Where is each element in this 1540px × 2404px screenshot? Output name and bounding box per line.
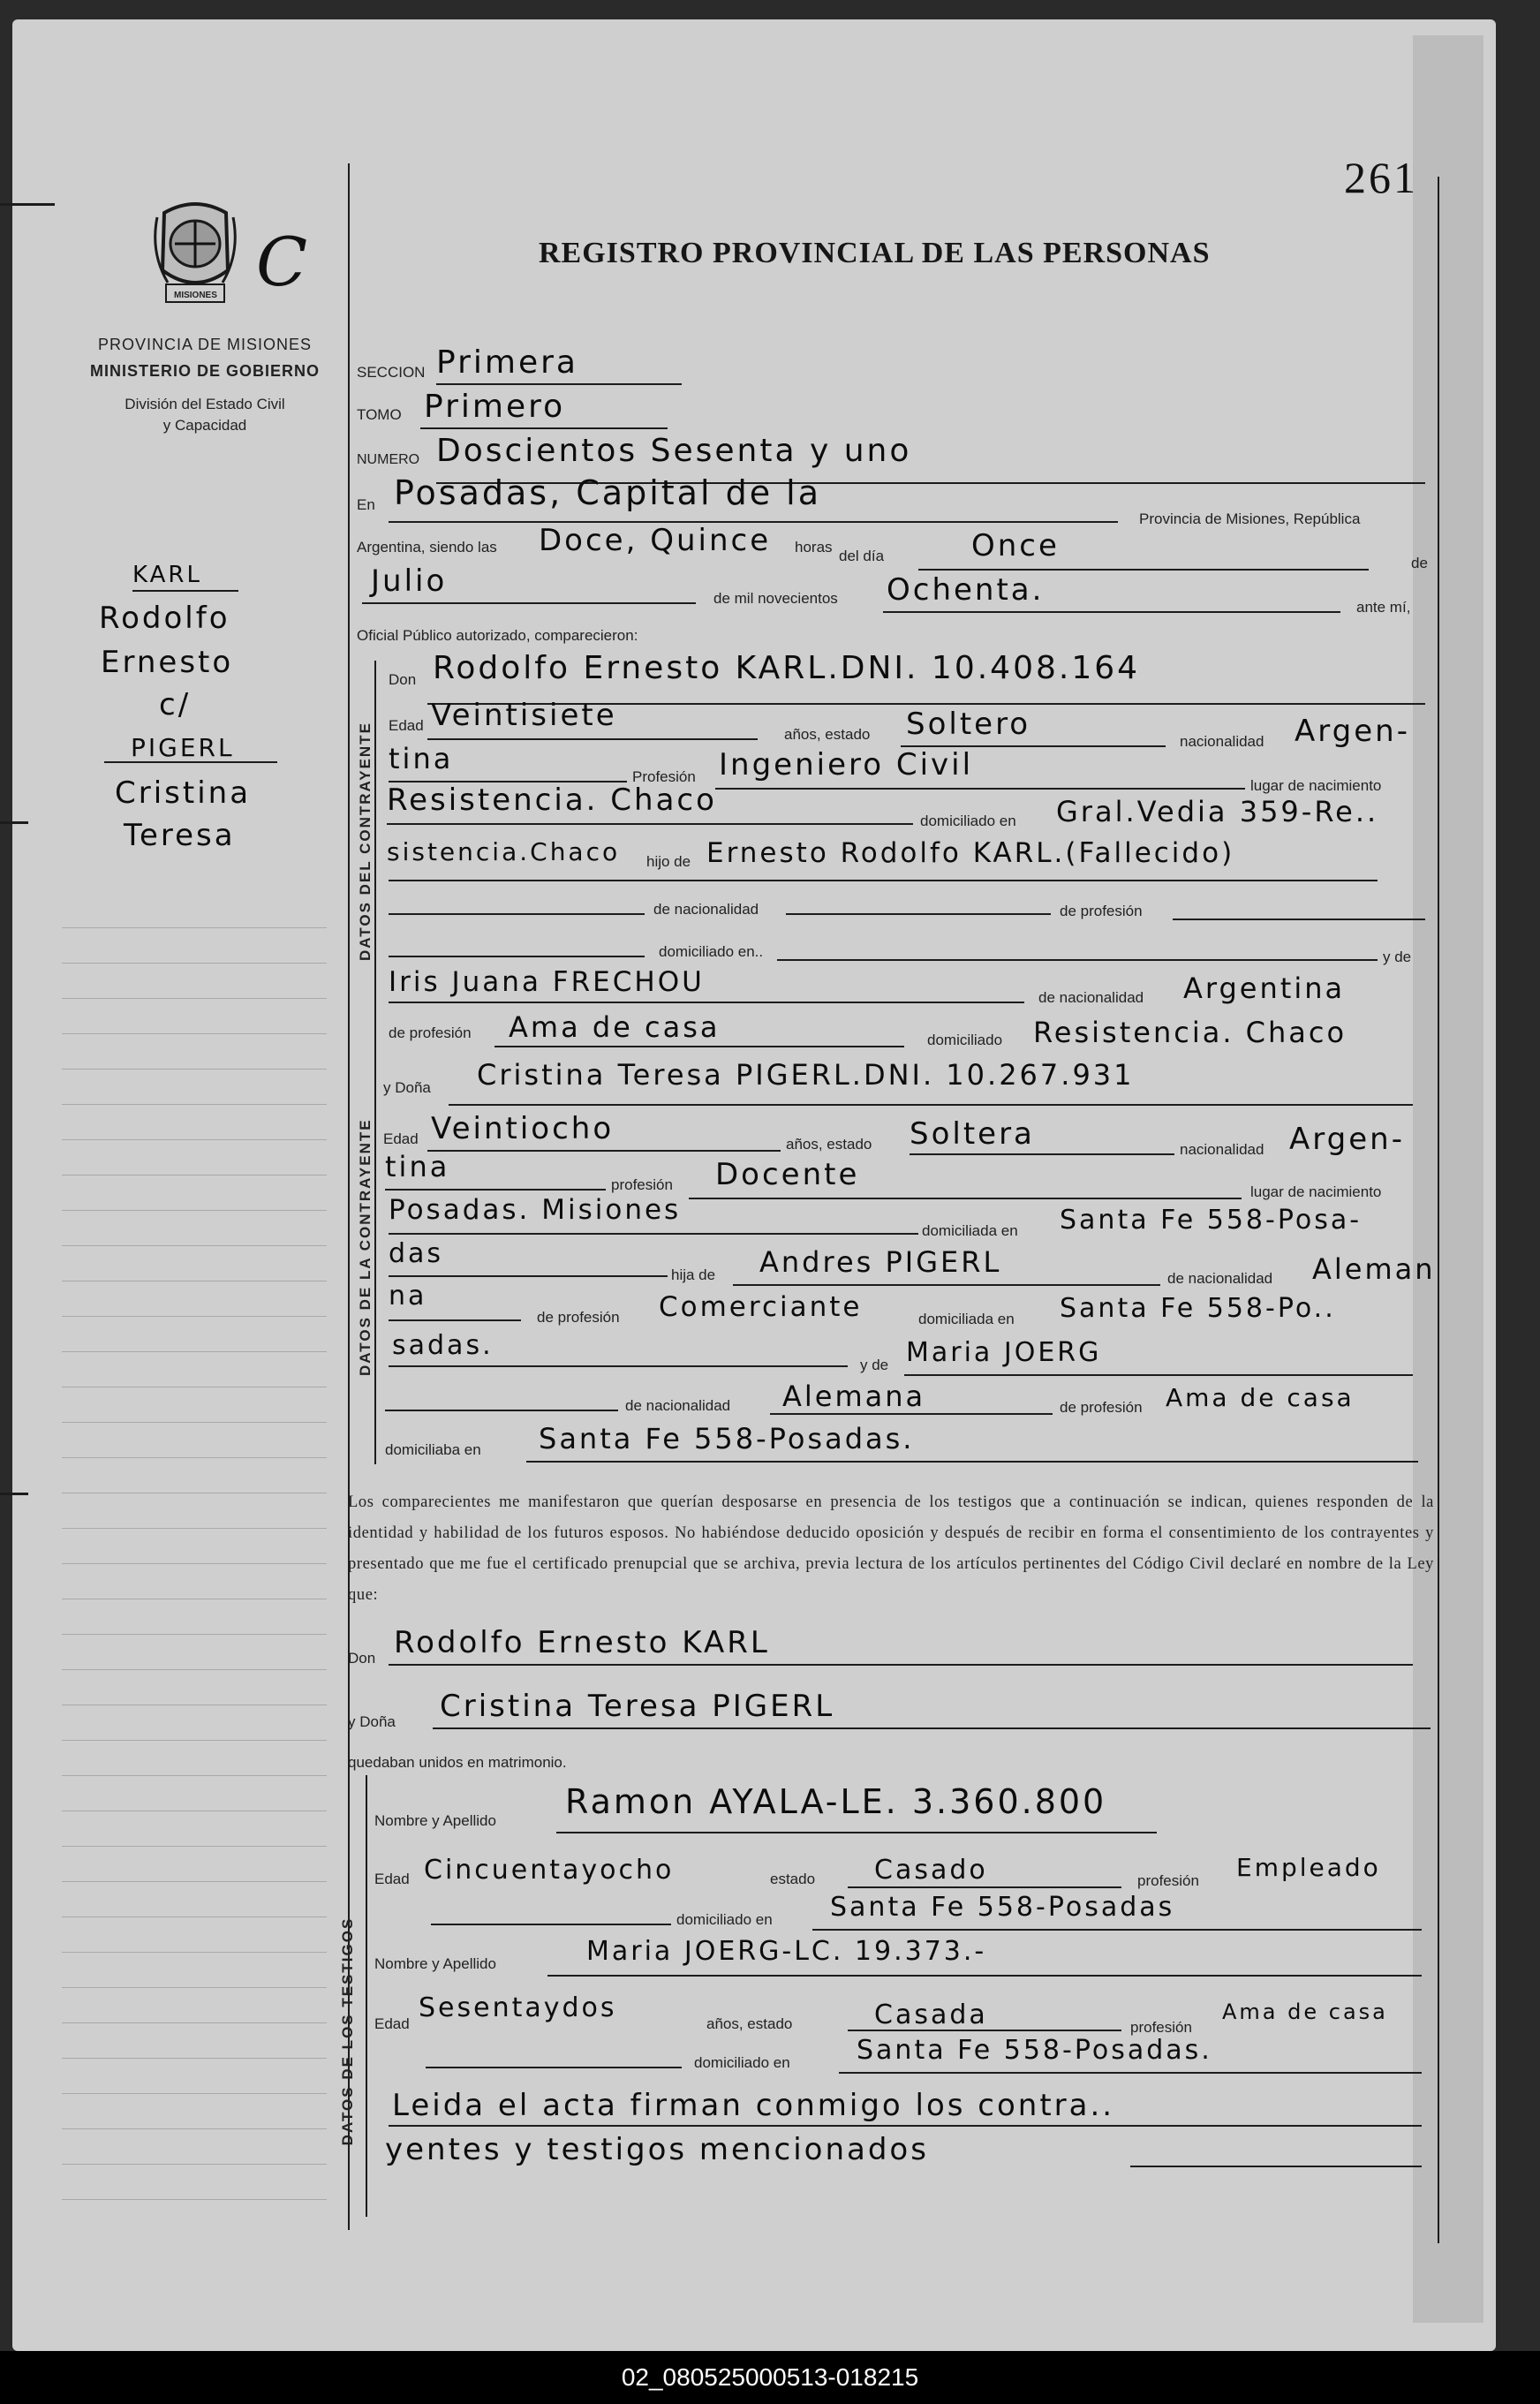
witness-2-dom-label: domiciliado en	[694, 2054, 790, 2071]
rule-line	[62, 1775, 327, 1776]
witness-1-age: Cincuentayocho	[424, 1855, 675, 1886]
del-dia-label: del día	[839, 548, 885, 564]
bride-father-nationality-1: Aleman	[1312, 1252, 1436, 1286]
bride-bracket	[374, 1067, 376, 1464]
rule-line	[62, 1033, 327, 1034]
witness-2-name: Maria JOERG-LC. 19.373.-	[586, 1936, 987, 1967]
closing-rule-2	[1130, 2166, 1422, 2167]
bride-status-rule	[910, 1153, 1174, 1155]
numero-label: NUMERO	[357, 452, 420, 467]
rule-line	[62, 1987, 327, 1988]
groom-address-2: sistencia.Chaco	[387, 837, 621, 866]
bride-y-de-label: y de	[860, 1357, 889, 1373]
page-number: 261	[1344, 153, 1418, 202]
margin-note-surname: PIGERL	[131, 733, 235, 762]
rule-line	[62, 1563, 327, 1564]
dia-rule	[918, 569, 1369, 571]
seccion-label: SECCION	[357, 364, 426, 381]
right-border-line	[1438, 177, 1439, 2243]
rule-line	[62, 1669, 327, 1670]
footer-id-bar: 02_080525000513-018215	[0, 2351, 1540, 2404]
union-bride-rule	[433, 1727, 1431, 1729]
seal-banner-text: MISIONES	[174, 291, 217, 300]
witness-1-civil-status: Casado	[874, 1855, 988, 1886]
bride-lugar-nac-label: lugar de nacimiento	[1250, 1183, 1382, 1200]
witness-1-name: Ramon AYALA-LE. 3.360.800	[565, 1782, 1107, 1821]
bride-mother-nationality: Alemana	[782, 1380, 926, 1413]
tomo-label: TOMO	[357, 406, 402, 423]
witness-2-address-rule	[839, 2072, 1422, 2074]
groom-don-label: Don	[389, 671, 417, 688]
rule-line	[62, 927, 327, 928]
registry-title: REGISTRO PROVINCIAL DE LAS PERSONAS	[539, 237, 1211, 269]
groom-mother: Iris Juana FRECHOU	[389, 966, 705, 998]
provincia-label: Provincia de Misiones, República	[1139, 510, 1361, 527]
groom-de-nacionalidad-label: de nacionalidad	[653, 901, 759, 918]
groom-birthplace: Resistencia. Chaco	[387, 782, 717, 818]
bride-profession: Docente	[715, 1157, 860, 1192]
union-groom-name: Rodolfo Ernesto KARL	[394, 1625, 770, 1660]
rule-line	[62, 1528, 327, 1529]
bride-mother: Maria JOERG	[906, 1337, 1102, 1368]
witness-1-address-rule	[812, 1929, 1422, 1931]
groom-father-rule	[389, 880, 1378, 881]
page-edge	[1413, 35, 1483, 2323]
margin-note-name: Rodolfo	[99, 601, 230, 636]
groom-edad-label: Edad	[389, 717, 424, 734]
rule-line	[62, 1740, 327, 1741]
rule-line	[62, 1210, 327, 1211]
bride-father-address-1: Santa Fe 558-Po..	[1060, 1293, 1336, 1324]
ministry-name: MINISTERIO DE GOBIERNO	[89, 362, 321, 380]
union-bride-name: Cristina Teresa PIGERL	[440, 1689, 835, 1724]
groom-address-1: Gral.Vedia 359-Re..	[1056, 795, 1379, 828]
bride-father-rule	[733, 1284, 1160, 1286]
groom-domicilio-label: domiciliado en	[920, 813, 1016, 829]
groom-lugar-nac-label: lugar de nacimiento	[1250, 777, 1382, 794]
oficial-label: Oficial Público autorizado, comparecieron:	[357, 627, 638, 644]
witness-2-status-rule	[848, 2030, 1121, 2031]
witness-1-address: Santa Fe 558-Posadas	[830, 1892, 1175, 1923]
groom-profesion-label: Profesión	[632, 768, 696, 785]
seccion-rule	[436, 383, 682, 385]
witness-2-address: Santa Fe 558-Posadas.	[857, 2035, 1212, 2066]
rule-line	[62, 1104, 327, 1105]
groom-nationality-2: tina	[389, 742, 454, 775]
mes-value: Julio	[371, 563, 448, 599]
bride-age-rule	[427, 1150, 781, 1152]
groom-mother-nac-label: de nacionalidad	[1038, 989, 1144, 1006]
bride-nationality-2: tina	[385, 1150, 450, 1183]
bride-father-prof-label: de profesión	[537, 1309, 620, 1326]
bride-profession-rule	[689, 1198, 1242, 1199]
bride-profesion-label: profesión	[611, 1176, 673, 1193]
rule-line	[62, 1457, 327, 1458]
bride-father: Andres PIGERL	[759, 1245, 1002, 1279]
rule-line	[62, 1881, 327, 1882]
rule-line	[62, 1175, 327, 1176]
seccion-value: Primera	[436, 344, 578, 381]
witness-1-profession: Empleado	[1236, 1853, 1381, 1882]
union-groom-rule	[389, 1664, 1413, 1666]
rule-line	[62, 998, 327, 999]
margin-note-name: Ernesto	[101, 645, 234, 680]
rule-line	[62, 2058, 327, 2059]
bride-age: Veintiocho	[431, 1111, 615, 1146]
rule-line	[62, 1351, 327, 1352]
witness-2-profession: Ama de casa	[1222, 2000, 1388, 2024]
margin-underline	[132, 590, 238, 592]
bride-nationality-rule	[385, 1189, 606, 1191]
witnesses-section-label: DATOS DE LOS TESTIGOS	[339, 1916, 356, 2146]
bride-section-label: DATOS DE LA CONTRAYENTE	[357, 1118, 374, 1376]
bride-address-rule	[389, 1275, 668, 1277]
rule-line	[62, 963, 327, 964]
witness-1-name-rule	[556, 1832, 1157, 1833]
bride-address-2: das	[389, 1238, 444, 1269]
witness-1-dom-label: domiciliado en	[676, 1911, 773, 1928]
bride-mother-address: Santa Fe 558-Posadas.	[539, 1422, 915, 1455]
bride-mother-nat-rule	[770, 1413, 1053, 1415]
rule-line	[62, 1916, 327, 1917]
rule-line	[62, 1139, 327, 1140]
groom-bracket	[374, 661, 376, 1067]
legal-paragraph: Los comparecientes me manifestaron que querían desposarse en presencia de los testigos que a continuación se indican, quienes responden de la identidad y habilidad de los futuros esposos. No habiéndose deducido oposición y después de recibir en forma el consentimiento de los contrayentes y presentado que me fue el certificado prenupcial que se archiva, previa lectura de los artículos pertinentes del Código Civil declaré en nombre de la Ley que:	[348, 1493, 1434, 1604]
witness-2-edad-label: Edad	[374, 2015, 410, 2032]
argentina-siendo-label: Argentina, siendo las	[357, 539, 497, 556]
en-label: En	[357, 496, 375, 513]
bride-mother-profession: Ama de casa	[1166, 1383, 1355, 1412]
dia-value: Once	[971, 528, 1060, 563]
rule-line	[62, 2022, 327, 2023]
witness-1-nombre-label: Nombre y Apellido	[374, 1812, 496, 1829]
bride-mother-rule	[904, 1374, 1413, 1376]
bride-father-dom-label: domiciliada en	[918, 1311, 1015, 1327]
stamp-mark: C	[256, 223, 308, 301]
rule-line	[62, 2093, 327, 2094]
groom-age: Veintisiete	[431, 698, 617, 733]
groom-father-nat-rule	[389, 913, 645, 915]
bride-name: Cristina Teresa PIGERL.DNI. 10.267.931	[477, 1058, 1135, 1092]
hora-value: Doce, Quince	[539, 523, 772, 558]
lugar-value: Posadas, Capital de la	[394, 473, 821, 512]
rule-line	[62, 2164, 327, 2165]
tomo-value: Primero	[424, 389, 566, 425]
bride-father-address-2: sadas.	[392, 1330, 494, 1361]
quedaban-label: quedaban unidos en matrimonio.	[348, 1754, 567, 1771]
margin-tick	[0, 821, 28, 824]
witness-2-age: Sesentaydos	[419, 1992, 617, 2023]
witness-2-prof-label: profesión	[1130, 2019, 1192, 2036]
groom-de-profesion-label: de profesión	[1060, 903, 1143, 919]
bride-father-nac-label: de nacionalidad	[1167, 1270, 1273, 1287]
division-line-2: y Capacidad	[162, 417, 247, 434]
witness-1-status-rule	[848, 1886, 1121, 1888]
groom-mother-address: Resistencia. Chaco	[1033, 1016, 1348, 1049]
closing-rule-1	[389, 2125, 1422, 2127]
rule-line	[62, 1316, 327, 1317]
margin-note-conjunction: c/	[159, 687, 192, 722]
bride-address-1: Santa Fe 558-Posa-	[1060, 1205, 1363, 1236]
groom-mother-profession: Ama de casa	[509, 1010, 721, 1044]
witness-2-pre-dom-rule	[426, 2067, 682, 2068]
groom-birthplace-rule	[387, 823, 913, 825]
bride-birthplace-rule	[389, 1233, 918, 1235]
margin-note-name: Cristina	[115, 775, 252, 811]
bride-father-nationality-2: na	[389, 1281, 427, 1312]
bride-name-rule	[449, 1104, 1413, 1106]
groom-section-label: DATOS DEL CONTRAYENTE	[357, 722, 374, 961]
bride-birthplace: Posadas. Misiones	[389, 1194, 682, 1226]
bride-domiciliaba-label: domiciliaba en	[385, 1441, 481, 1458]
groom-y-de-label: y de	[1383, 949, 1412, 965]
rule-line	[62, 1422, 327, 1423]
groom-hijo-label: hijo de	[646, 853, 691, 870]
bride-mother-pre-rule	[385, 1410, 618, 1411]
bride-father-profession: Comerciante	[659, 1291, 863, 1323]
bride-father-nat-rule	[389, 1319, 521, 1321]
groom-age-rule	[427, 738, 758, 740]
margin-note-name: Teresa	[124, 818, 236, 853]
anio-value: Ochenta.	[887, 572, 1045, 608]
groom-profession-rule	[715, 788, 1245, 790]
witness-2-nombre-label: Nombre y Apellido	[374, 1955, 496, 1972]
province-name: PROVINCIA DE MISIONES	[97, 336, 313, 353]
witness-1-pre-dom-rule	[431, 1924, 671, 1925]
bride-mother-address-rule	[526, 1461, 1418, 1463]
groom-nationality-1: Argen-	[1295, 714, 1410, 749]
closing-line-1: Leida el acta firman conmigo los contra..	[392, 2088, 1115, 2123]
groom-mother-prof-rule	[494, 1046, 904, 1047]
groom-father: Ernesto Rodolfo KARL.(Fallecido)	[706, 837, 1235, 869]
coat-of-arms-seal	[147, 191, 244, 306]
bride-nacionalidad-label: nacionalidad	[1180, 1141, 1264, 1158]
bride-civil-status: Soltera	[910, 1116, 1035, 1152]
anio-rule	[883, 611, 1340, 613]
groom-father-nat-rule-2	[786, 913, 1051, 915]
groom-mother-dom-label: domiciliado	[927, 1032, 1003, 1048]
groom-nacionalidad-label: nacionalidad	[1180, 733, 1264, 750]
rule-line	[62, 1069, 327, 1070]
bride-mother-nac-label: de nacionalidad	[625, 1397, 731, 1414]
horas-label: horas	[795, 539, 833, 556]
tomo-rule	[420, 427, 668, 429]
witness-bracket	[366, 1775, 367, 2217]
rule-line	[62, 2128, 327, 2129]
closing-line-2: yentes y testigos mencionados	[385, 2132, 929, 2167]
numero-value: Doscientos Sesenta y uno	[436, 433, 912, 469]
witness-1-edad-label: Edad	[374, 1871, 410, 1887]
margin-note-surname: KARL	[132, 562, 202, 588]
groom-father-dom-rule	[389, 956, 645, 957]
witness-2-name-rule	[547, 1975, 1422, 1977]
groom-estado-label: años, estado	[784, 726, 871, 743]
witness-1-prof-label: profesión	[1137, 1872, 1199, 1889]
rule-line	[62, 1245, 327, 1246]
bride-estado-label: años, estado	[786, 1136, 872, 1153]
bride-hija-label: hija de	[671, 1266, 716, 1283]
union-don-label: Don	[348, 1650, 376, 1667]
rule-line	[62, 1952, 327, 1953]
groom-name: Rodolfo Ernesto KARL.DNI. 10.408.164	[433, 650, 1141, 686]
witness-2-civil-status: Casada	[874, 2000, 988, 2030]
rule-line	[62, 1846, 327, 1847]
bride-nationality-1: Argen-	[1289, 1122, 1405, 1157]
margin-tick	[0, 203, 55, 206]
groom-mother-nationality: Argentina	[1183, 971, 1346, 1005]
bride-y-dona-label: y Doña	[383, 1079, 431, 1096]
witness-1-estado-label: estado	[770, 1871, 816, 1887]
groom-mother-prof-label: de profesión	[389, 1024, 472, 1041]
rule-line	[62, 1634, 327, 1635]
witness-2-estado-label: años, estado	[706, 2015, 793, 2032]
division-line-1: División del Estado Civil	[125, 396, 285, 412]
margin-tick	[0, 1493, 28, 1495]
rule-line	[62, 2199, 327, 2200]
union-dona-label: y Doña	[348, 1713, 396, 1730]
ante-mi-label: ante mí,	[1356, 599, 1411, 616]
groom-father-dom-rule-2	[777, 959, 1378, 961]
bride-mother-prof-label: de profesión	[1060, 1399, 1143, 1416]
bride-father-address-rule	[389, 1365, 848, 1367]
groom-mother-rule	[389, 1002, 1024, 1003]
de-mil-label: de mil novecientos	[713, 590, 838, 607]
groom-domiciliado-label: domiciliado en..	[659, 943, 764, 960]
groom-profession: Ingeniero Civil	[719, 747, 974, 782]
bride-edad-label: Edad	[383, 1130, 419, 1147]
bride-domicilio-label: domiciliada en	[922, 1222, 1018, 1239]
mes-rule	[362, 602, 696, 604]
groom-civil-status: Soltero	[906, 707, 1031, 742]
de-label: de	[1411, 555, 1428, 571]
margin-underline	[104, 761, 277, 763]
groom-father-prof-rule	[1173, 919, 1425, 920]
